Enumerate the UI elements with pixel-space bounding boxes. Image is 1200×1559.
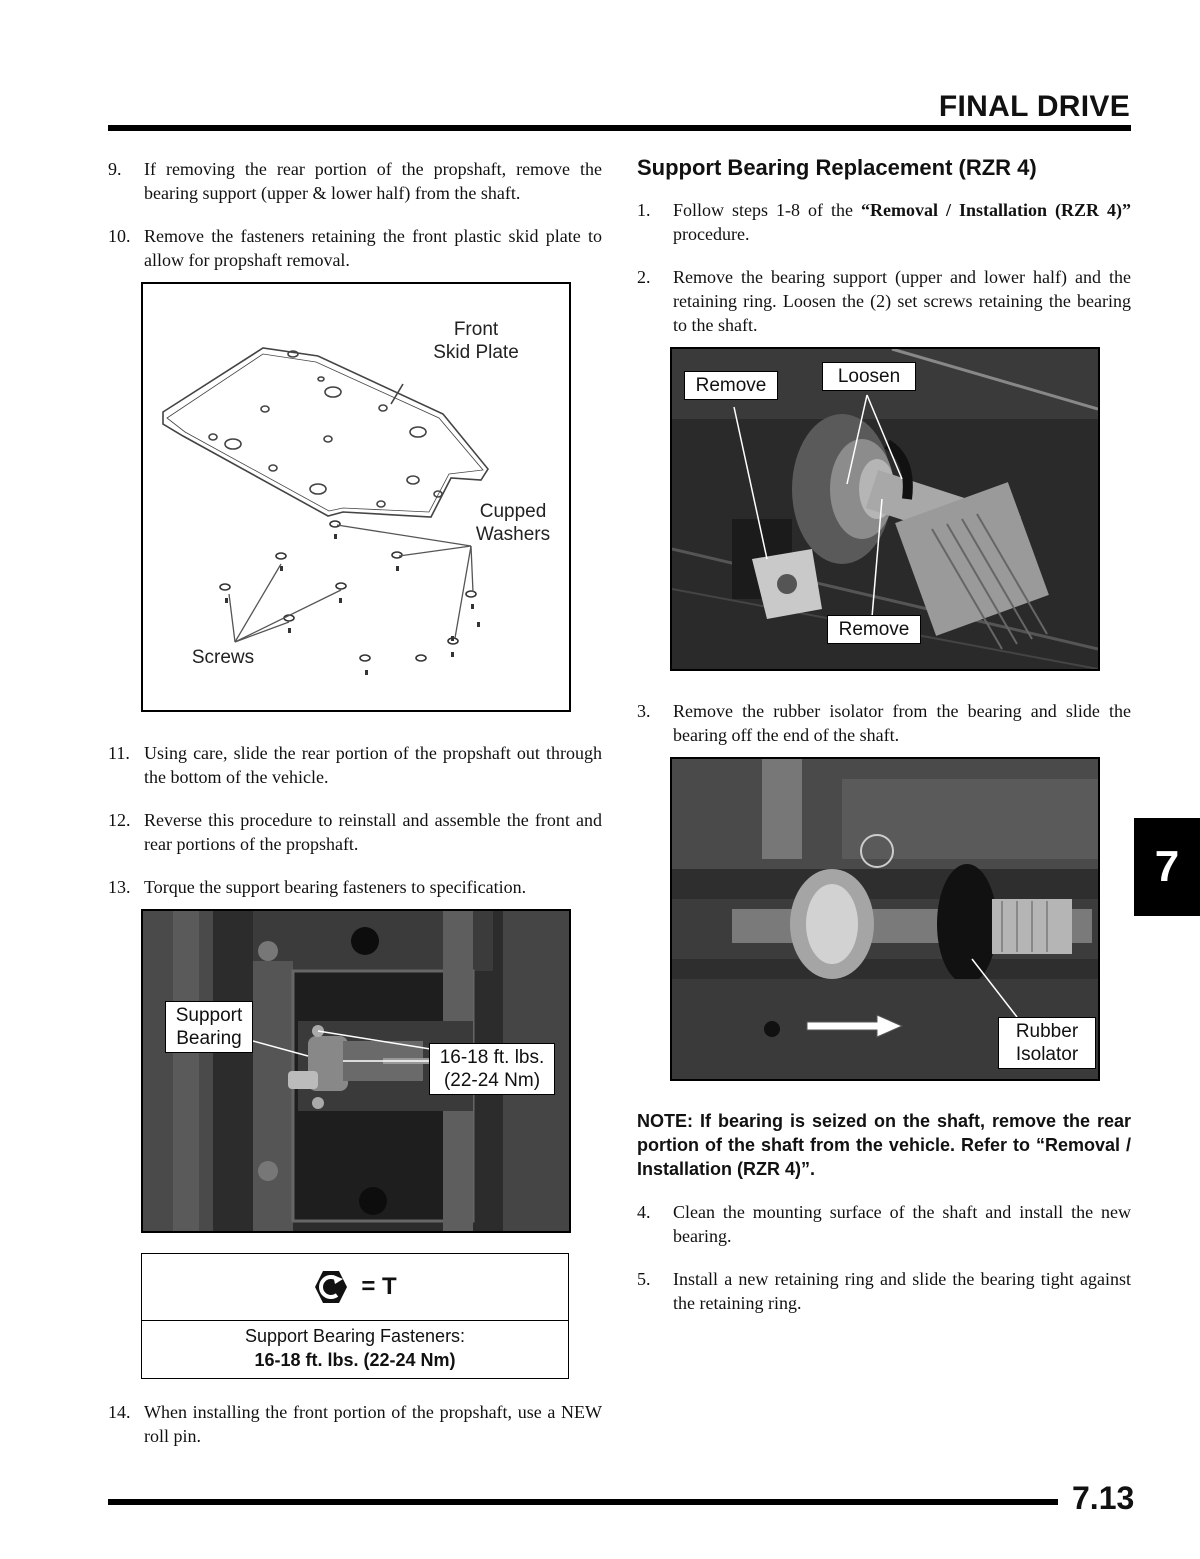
skid-plate-figure	[141, 282, 571, 712]
torque-symbol-text: = T	[361, 1273, 397, 1300]
screws-label: Screws	[191, 647, 255, 668]
spec-line: Support Bearing Fasteners:	[244, 1326, 466, 1346]
step-text: Using care, slide the rear portion of the propshaft out through the bottom of the vehicle.	[144, 743, 602, 787]
cupped-washers-label	[461, 500, 565, 546]
step-text: Remove the bearing support (upper and lower half) and the retaining ring. Loosen the (2) set screws retaining the bearing to the shaft.	[673, 267, 1131, 335]
bearing-removal-photo	[670, 347, 1100, 671]
label-line: Front	[453, 319, 499, 340]
label-line: Rubber	[1015, 1021, 1079, 1042]
step-number: 14.	[108, 1402, 131, 1422]
label-line: (22-24 Nm)	[443, 1070, 541, 1091]
torque-spec-box	[141, 1253, 569, 1379]
section-title: FINAL DRIVE	[938, 90, 1130, 123]
rubber-isolator-photo	[670, 757, 1100, 1081]
label-line: Support	[175, 1005, 243, 1026]
page-number: 7.13	[1072, 1480, 1135, 1516]
rubber-isolator-callout	[998, 1017, 1096, 1069]
label-line: 16-18 ft. lbs.	[439, 1047, 545, 1068]
text-part: Follow steps 1-8 of the	[673, 200, 861, 220]
section-heading: Support Bearing Replacement (RZR 4)	[637, 155, 1037, 180]
step-number: 1.	[637, 200, 651, 220]
procedure-reference: “Removal / Installation (RZR 4)”	[861, 200, 1131, 220]
support-bearing-photo	[141, 909, 571, 1233]
header-rule	[108, 125, 1131, 131]
step-text: When installing the front portion of the propshaft, use a NEW roll pin.	[144, 1402, 602, 1446]
support-bearing-callout	[165, 1001, 253, 1053]
step-text: Remove the rubber isolator from the bearing and slide the bearing off the end of the shaft.	[673, 701, 1131, 745]
torque-wrench-icon	[313, 1269, 349, 1305]
step-number: 5.	[637, 1269, 651, 1289]
loosen-callout: Loosen	[822, 362, 916, 391]
step-text: Torque the support bearing fasteners to specification.	[144, 877, 527, 897]
step-number: 4.	[637, 1202, 651, 1222]
step-number: 11.	[108, 743, 130, 763]
step-text: If removing the rear portion of the propshaft, remove the bearing support (upper & lower half) from the shaft.	[144, 159, 602, 203]
torque-callout	[429, 1043, 555, 1095]
step-text: Remove the fasteners retaining the front plastic skid plate to allow for propshaft removal.	[144, 226, 602, 270]
chapter-tab: 7	[1134, 818, 1200, 916]
label-line: Bearing	[176, 1028, 242, 1049]
label-line: Cupped	[479, 501, 547, 522]
torque-symbol-row	[142, 1254, 568, 1321]
label-line: Skid Plate	[433, 342, 519, 363]
label-line: Isolator	[1015, 1044, 1079, 1065]
step-number: 12.	[108, 810, 131, 830]
step-number: 13.	[108, 877, 131, 897]
torque-spec-text	[142, 1324, 568, 1372]
step-number: 9.	[108, 159, 122, 179]
label-line: Washers	[475, 524, 551, 545]
step-number: 10.	[108, 226, 131, 246]
remove-callout-2: Remove	[827, 615, 921, 644]
spec-value: 16-18 ft. lbs. (22-24 Nm)	[254, 1350, 456, 1370]
step-text: Clean the mounting surface of the shaft and install the new bearing.	[673, 1202, 1131, 1246]
step-text: Install a new retaining ring and slide the bearing tight against the retaining ring.	[673, 1269, 1131, 1313]
text-part: procedure.	[673, 224, 750, 244]
note-text: NOTE: If bearing is seized on the shaft, remove the rear portion of the shaft from the vehicle. Refer to “Removal / Installation (RZR 4)”.	[637, 1111, 1131, 1179]
front-skid-plate-label	[413, 318, 539, 364]
step-number: 3.	[637, 701, 651, 721]
footer-rule	[108, 1499, 1058, 1505]
step-text	[673, 198, 1131, 246]
step-text: Reverse this procedure to reinstall and assemble the front and rear portions of the propshaft.	[144, 810, 602, 854]
remove-callout-1: Remove	[684, 371, 778, 400]
step-number: 2.	[637, 267, 651, 287]
